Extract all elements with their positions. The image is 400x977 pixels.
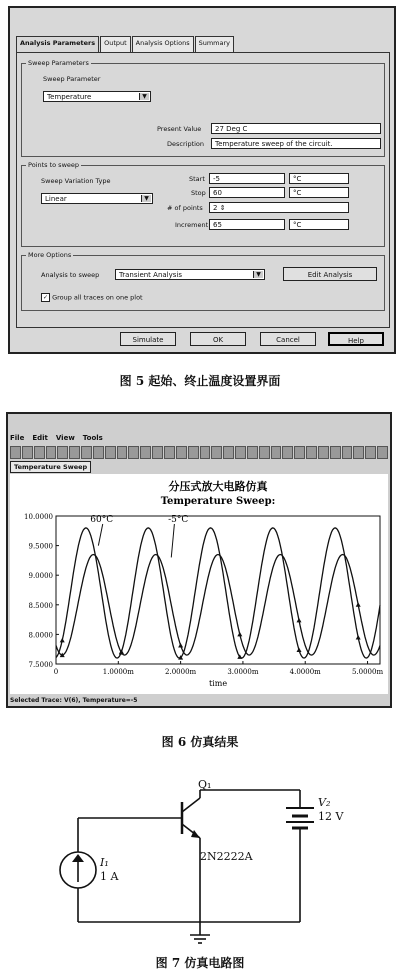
toolbar-button-icon[interactable] — [164, 446, 175, 459]
menu-bar — [10, 434, 103, 442]
toolbar-button-icon[interactable] — [105, 446, 116, 459]
increment-label: Increment — [175, 221, 209, 229]
chevron-down-icon: ▼ — [141, 195, 151, 202]
stop-unit: °C — [289, 187, 349, 198]
series-marker — [178, 643, 183, 648]
chart-title: 分压式放大电路仿真 — [168, 480, 268, 493]
transistor-label: 2N2222A — [200, 850, 253, 863]
tab-analysis-options[interactable]: Analysis Options — [132, 36, 194, 52]
variation-type-label: Sweep Variation Type — [41, 177, 111, 185]
v-value: 12 V — [318, 810, 344, 823]
points-value: 2 — [213, 204, 218, 212]
y-tick-label: 8.5000 — [28, 601, 53, 610]
menu-view[interactable]: View — [55, 434, 75, 442]
toolbar-button-icon[interactable] — [140, 446, 151, 459]
toolbar-button-icon[interactable] — [200, 446, 211, 459]
toolbar-button-icon[interactable] — [34, 446, 45, 459]
analysis-to-sweep-label: Analysis to sweep — [41, 271, 100, 279]
chart-subtitle: Temperature Sweep: — [160, 496, 276, 507]
x-tick-label: 4.0000m — [289, 668, 321, 676]
x-tick-label: 1.0000m — [102, 668, 134, 676]
x-tick-label: 3.0000m — [227, 668, 259, 676]
toolbar-button-icon[interactable] — [69, 446, 80, 459]
y-tick-label: 9.5000 — [28, 542, 53, 551]
y-tick-label: 10.0000 — [24, 513, 53, 521]
toolbar-button-icon[interactable] — [152, 446, 163, 459]
points-input[interactable] — [209, 202, 349, 213]
x-axis-label: time — [208, 679, 228, 688]
annotation-60c: 60°C — [90, 515, 114, 525]
sweep-dialog — [8, 6, 396, 354]
series-marker — [60, 638, 65, 643]
checkbox-checked-icon[interactable]: ✓ — [42, 294, 49, 301]
plot-frame — [56, 516, 380, 664]
toolbar-button-icon[interactable] — [365, 446, 376, 459]
x-tick-label: 2.0000m — [165, 668, 197, 676]
toolbar-button-icon[interactable] — [81, 446, 92, 459]
toolbar-button-icon[interactable] — [259, 446, 270, 459]
figure6-caption: 图 6 仿真结果 — [161, 735, 239, 749]
toolbar-button-icon[interactable] — [377, 446, 388, 459]
sweep-parameter-value: Temperature — [47, 93, 92, 101]
toolbar-button-icon[interactable] — [294, 446, 305, 459]
variation-type-select[interactable] — [41, 193, 153, 204]
figure5-caption: 图 5 起始、终止温度设置界面 — [119, 374, 281, 388]
i-value: 1 A — [100, 870, 119, 883]
help-button[interactable]: Help — [328, 332, 384, 346]
v-label: V₂ — [318, 796, 331, 809]
spinner-icon[interactable]: ⇕ — [219, 204, 226, 212]
variation-type-value: Linear — [45, 195, 67, 203]
series-line-minus5c — [56, 555, 380, 656]
start-label: Start — [189, 175, 205, 183]
points-label: # of points — [167, 204, 203, 212]
start-input[interactable]: -5 — [209, 173, 285, 184]
series-marker — [356, 635, 361, 640]
toolbar-button-icon[interactable] — [57, 446, 68, 459]
toolbar-button-icon[interactable] — [330, 446, 341, 459]
toolbar-button-icon[interactable] — [93, 446, 104, 459]
simulate-button[interactable]: Simulate — [120, 332, 176, 346]
tab-summary[interactable]: Summary — [195, 36, 234, 52]
series-marker — [237, 632, 242, 637]
series-marker — [297, 618, 302, 623]
current-arrow-head — [72, 854, 84, 862]
series-marker — [356, 602, 361, 607]
ok-button[interactable]: OK — [190, 332, 246, 346]
y-tick-label: 9.0000 — [28, 572, 53, 581]
simulation-circuit — [0, 770, 400, 945]
analysis-to-sweep-value: Transient Analysis — [119, 271, 182, 279]
figure7-caption: 图 7 仿真电路图 — [155, 956, 245, 970]
toolbar-button-icon[interactable] — [342, 446, 353, 459]
present-value-field: 27 Deg C — [211, 123, 381, 134]
toolbar-button-icon[interactable] — [128, 446, 139, 459]
present-value-label: Present Value — [157, 125, 202, 133]
points-to-sweep-legend: Points to sweep — [28, 161, 80, 169]
toolbar-button-icon[interactable] — [282, 446, 293, 459]
increment-unit: °C — [289, 219, 349, 230]
annotation-minus5c: -5°C — [168, 515, 189, 525]
toolbar-button-icon[interactable] — [22, 446, 33, 459]
toolbar-button-icon[interactable] — [223, 446, 234, 459]
toolbar-button-icon[interactable] — [211, 446, 222, 459]
grapher-toolbar — [10, 446, 388, 460]
sweep-parameter-select[interactable] — [43, 91, 151, 102]
series-line-60c — [56, 528, 380, 658]
status-bar: Selected Trace: V(6), Temperature=-5 — [10, 697, 138, 704]
series-marker — [297, 648, 302, 653]
stop-label: Stop — [191, 189, 206, 197]
toolbar-button-icon[interactable] — [46, 446, 57, 459]
tab-temperature-sweep[interactable]: Temperature Sweep — [10, 461, 91, 473]
q-label: Q₁ — [198, 778, 212, 791]
analysis-parameters-panel — [16, 52, 390, 328]
grapher-window — [6, 412, 392, 708]
plot-area — [10, 474, 388, 694]
annotation-pointer-60c — [98, 524, 102, 546]
tab-output[interactable]: Output — [100, 36, 131, 52]
group-traces-label: Group all traces on one plot — [52, 293, 143, 302]
transistor-collector — [182, 798, 200, 812]
toolbar-button-icon[interactable] — [176, 446, 187, 459]
toolbar-button-icon[interactable] — [188, 446, 199, 459]
x-tick-label: 0 — [53, 668, 59, 676]
series-marker — [119, 650, 124, 655]
toolbar-button-icon[interactable] — [117, 446, 128, 459]
stop-input[interactable]: 60 — [209, 187, 285, 198]
toolbar-button-icon[interactable] — [306, 446, 317, 459]
toolbar-button-icon[interactable] — [235, 446, 246, 459]
x-tick-label: 5.0000m — [351, 668, 384, 676]
chevron-down-icon: ▼ — [139, 93, 149, 100]
toolbar-button-icon[interactable] — [318, 446, 329, 459]
sweep-parameter-label: Sweep Parameter — [43, 75, 101, 83]
dialog-tabs — [16, 36, 235, 52]
annotation-pointer-minus5c — [171, 524, 174, 557]
edit-analysis-button[interactable]: Edit Analysis — [283, 267, 377, 281]
menu-tools[interactable]: Tools — [82, 434, 103, 442]
analysis-to-sweep-select[interactable] — [115, 269, 265, 280]
cancel-button[interactable]: Cancel — [260, 332, 316, 346]
toolbar-button-icon[interactable] — [353, 446, 364, 459]
sweep-parameters-legend: Sweep Parameters — [28, 59, 89, 67]
increment-input[interactable]: 65 — [209, 219, 285, 230]
more-options-legend: More Options — [28, 251, 72, 259]
toolbar-button-icon[interactable] — [10, 446, 21, 459]
tab-analysis-parameters[interactable]: Analysis Parameters — [16, 36, 99, 52]
y-tick-label: 8.0000 — [28, 631, 53, 640]
toolbar-button-icon[interactable] — [247, 446, 258, 459]
group-traces-option[interactable] — [41, 293, 143, 302]
start-unit: °C — [289, 173, 349, 184]
toolbar-button-icon[interactable] — [271, 446, 282, 459]
menu-edit[interactable]: Edit — [32, 434, 48, 442]
description-field: Temperature sweep of the circuit. — [211, 138, 381, 149]
y-tick-label: 7.5000 — [28, 661, 53, 669]
temperature-sweep-chart — [10, 474, 388, 694]
i-label: I₁ — [100, 856, 109, 869]
menu-file[interactable]: File — [10, 434, 25, 442]
chevron-down-icon: ▼ — [253, 271, 263, 278]
description-label: Description — [167, 140, 205, 148]
